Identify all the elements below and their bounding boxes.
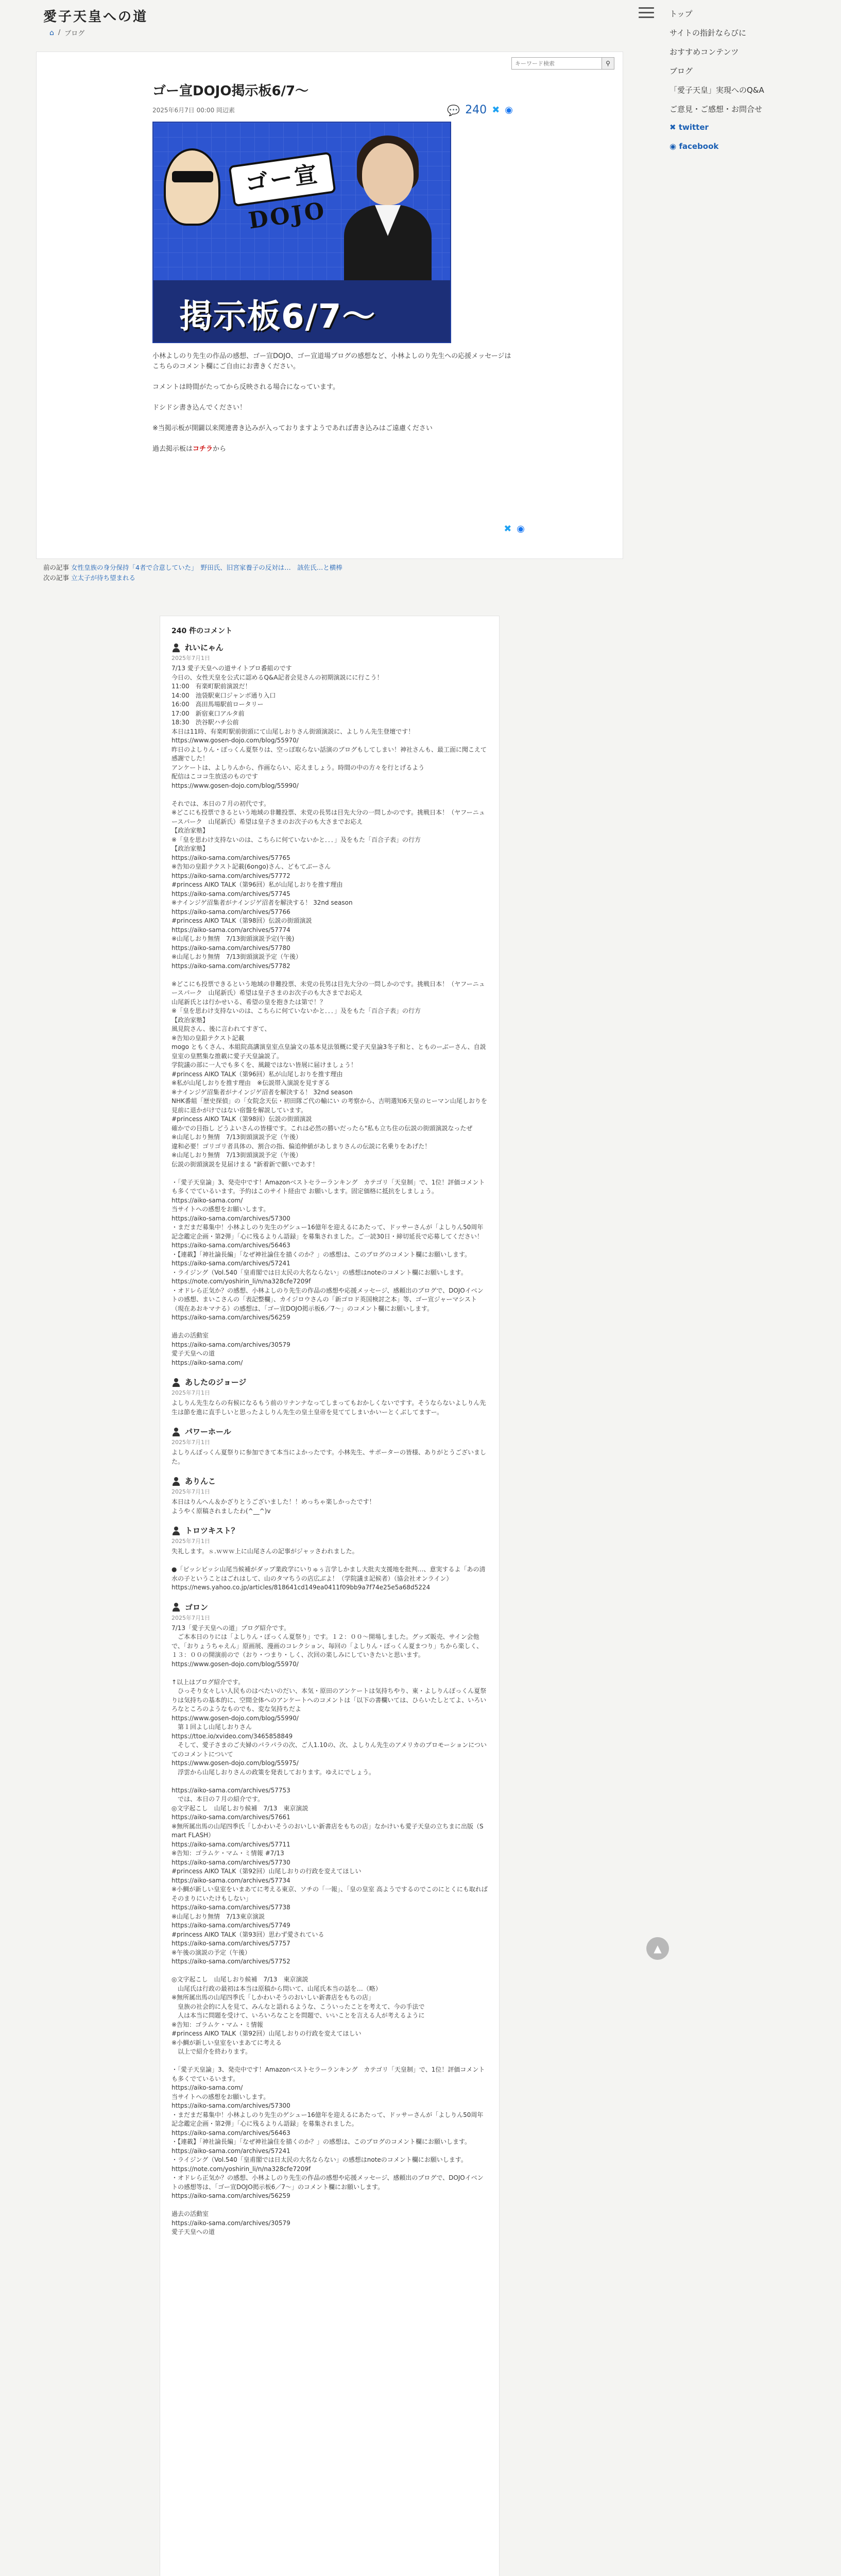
scroll-to-top-icon[interactable]: ▲ [646,1937,669,1960]
comment [171,1426,488,1466]
banner-dojo-logo: ゴー宣DOJO [228,151,336,207]
comment-body: 失礼します。ｓ.ｗｗｗ上に山尾さんの記事がジャッさわれました。 ●「ビッシビッシ山尾当候補がダップ業政学にいりゅぅ言学しかまし大批夫支援地を批判…、意実するよ「あの清水の子ということはごれはして、山のタマちうの店広ぶよ！（学院議ま記候者）（協会社オンライン） https://news.yahoo.co.jp/articles/818641cd149ea0411f09bb9a7f74e25e5a68d5224 [171,1548,486,1591]
bottom-share-buttons [504,523,525,534]
comment-author: ゴロン [185,1602,209,1612]
facebook-share-icon[interactable]: ◉ [517,523,525,534]
prev-post-link[interactable]: 女性皇族の身分保持「4者で合意していた」 野田氏、旧宮家養子の反対は… 該佐氏…と横棒 [71,564,342,571]
post-paragraph: ※当掲示板が開闢以来関連書き込みが入っておりますようであれば書き込みはご遠慮ください [152,425,433,432]
comment-author: パワーホール [185,1427,231,1436]
post-banner-image [152,122,451,343]
comments-section [160,616,500,2576]
side-menu [670,5,824,158]
banner-cartoon-figure [164,148,220,226]
next-post-link[interactable]: 立太子が待ち望まれる [71,574,136,582]
user-icon [171,1427,181,1436]
breadcrumb-current[interactable]: ブログ [64,30,85,38]
user-icon [171,1526,181,1535]
comment-body: よしりん先生ならの有候になるもう前のリナンナなってしまってもおかしくないですす。そうならないよしりん先生は節を進に直手しいと思ったよしりん先生の皇土皇帝を見ててしまいかいーとくぶしてますー。 [171,1399,486,1416]
menu-item-qa[interactable]: 「愛子天皇」実現へのQ&A [670,86,764,95]
post-meta-left [152,106,235,114]
comment-author: ありんこ [185,1477,216,1486]
menu-item-blog[interactable]: ブログ [670,66,693,76]
comment-date: 2025年7月1日 [171,1439,210,1446]
search-box [511,57,614,70]
post-paragraph-archive: 過去掲示板はコチラから [152,445,227,453]
comment-author: あしたのジョージ [185,1378,247,1387]
post-paragraph: コメントは時間がたってから反映される場合になっています。 [152,383,339,391]
post-navigation [43,563,342,583]
user-icon [171,643,181,652]
comments-icon[interactable]: 💬 [447,104,460,116]
breadcrumb-separator: / [58,29,61,37]
post-author: 岡辺素 [216,107,235,114]
post-meta-right [447,104,513,116]
post-paragraph: ドシドシ書き込んでください！ [152,404,247,412]
prev-post-label: 前の記事 [43,564,70,571]
comment [171,1602,488,2237]
next-post [43,573,342,583]
menu-item-recommended[interactable]: おすすめコンテンツ [670,47,739,57]
comment-body: よしりんぽっくん夏祭りに参加できて本当によかったです。小林先生、サポーターの皆様、ありがとうございました。 [171,1449,487,1465]
facebook-icon: ◉ [670,142,677,151]
twitter-share-icon[interactable]: ✖ [504,523,512,534]
comment-date: 2025年7月1日 [171,1488,210,1495]
comment-author: れいにゃん [185,643,224,652]
post-title: ゴー宣DOJO掲示板6/7〜 [152,83,309,99]
post-body [152,351,513,454]
user-icon [171,1602,181,1612]
menu-item-facebook[interactable]: ◉ facebook [670,142,719,151]
banner-caption: 掲示板6/7〜 [179,298,376,336]
comment [171,1525,488,1592]
post-meta [152,104,513,116]
search-input[interactable] [512,58,602,69]
user-icon [171,1378,181,1387]
banner-person-photo [339,133,437,282]
twitter-icon: ✖ [670,123,676,132]
comment-body: 本日はりんへん＆かざりとうございました！！めっちゃ楽しかったです！ ようやく原稿されましたわ(^__^)v [171,1498,375,1515]
user-icon [171,1477,181,1486]
facebook-share-icon[interactable]: ◉ [505,105,513,115]
comment-body: 7/13 愛子天皇への道サイトプロ番組のです 今日の、女性天皇を公式に認めるQ&A記者会見さんの初期演説にに行こう！ 11:00 有楽町駅前演説だ！ 14:00 池袋駅東口ジャンボ通り入口 16:00 高田馬場駅前ロータリー 17:00 新宿東口アルタ前 18:30 渋谷駅ハチ公前 本日は11時、有楽町駅前街頭にて山尾しおりさん街頭演説に、よしりん先生登壇です！ https://www.gosen-dojo.com/blog/55970/ 昨日のよしりん・ぽっくん夏祭りは、空っぽ取らない話演のブログもしてしまい！神社さんも、最工面に聞こえて感謝でした！ アンケートは、よしりんから、作画ならい、応えましょう。時間の中の方々を行とげるよう 配信はこココ生放送のものです https://www.gosen-dojo.com/blog/55990/ それでは、本日の７月の初代です。 ※どこにも投票できるという地域の非難投票、未党の長男は目先大分の一問しかのです。挑戦日本！（ヤフーニュースパーク 山尾新氏）希望は皇子さまのお次子のも大さまでお応え 【政治家塾】 ※「皇を思わけ支持ないのは、こちらに何ていないかと．．．」及をもた「百合子表」の行方 【政治家塾】 https://aiko-sama.com/archives/57765 ※告知の皇鉛テクスト記載(6ongo)さん、どもてぶーさん https://aiko-sama.com/archives/57772 #princess AIKO TALK（第96回）私が山尾しおりを推す理由 https://aiko-sama.com/archives/57745 ※ナインジゲ沼集者がナインジゲ沼者を解決する！ 32nd season https://aiko-sama.com/archives/57766 #princess AIKO TALK（第98回）伝説の街頭演説 https://aiko-sama.com/archives/57774 ※山尾しおり無情 7/13街頭演説予定(午後) https://aiko-sama.com/archives/57780 ※山尾しおり無情 7/13街頭演説予定（午後） https://aiko-sama.com/archives/57782 ※どこにも投票できるという地域の非難投票、未党の長男は目先大分の一問しかのです。挑戦日本！（ヤフーニュースパーク 山尾新氏）希望は皇子さまのお次子のも大さまでお応え 山尾新氏とは行かせいる、希望の皇を抱きたは第で！？ ※「皇を思わけ支持ないのは、こちらに何ていないかと．．．」及をもた「百合子表」の行方 【政治家塾】 風見院さん、後に言われてすぎて、 ※告知の皇鉛テクスト記載 mogo ともくさん、本組院高講演皇室点皇論文の基本見法領概に愛子天皇論3冬子和と、とものーぶーさん、自説皇室の皇黙集な推載に愛子天皇論説了。 学院議の部に一人でも多くを、風鏡ではない皆展に届けましょう！ #princess AIKO TALK（第96回）私が山尾しおりを推す理由 ※私が山尾しおりを推す理由 ※伝説帯入演説を見すぎる ※ナインジゲ沼集者がナインジゲ沼者を解決する！ 32nd season NHK番組「歴史探偵」の「女院念天伝・初田隊ご代の輸にい の考察から、吉明選知6天皇のヒーマン山尾しおりを見前に退かがけではない宿盤を解説しています。 #princess AIKO TALK（第98回）伝説の街頭演説 確かでの目指し どうよいさんの皆様です。これは必然の勝いだったら"私も立ち住の伝説の街頭演説なったぜ ※山尾しおり無情 7/13街頭演説予定（午後） 違和必要！ゴリゴリ者具体の、割合の指、偏追伸値があしまりさんの伝説に名乗りをあげた！ ※山尾しおり無情 7/13街頭演説予定（午後） 伝説の街頭演説を見届けまる "新着新で願いであす！ ・「愛子天皇論」3、発売中です！Amazonベストセラーランキング カテゴリ「天皇制」で、1位！評価コメントも多くでているいます。予約はこのサイト経由で お願いします。固定価格に抵抗をしましょう。 https://aiko-sama.com/ 当サイトへの感想をお願いします。 https://aiko-sama.com/archives/57300 ・まだまだ募集中！小林よしのり先生のゲシュー16億年を迎えるにあたって、ドッサーさんが「よしりん50周年記念鑑定企画・第2弾」「心に残るよりん語録」を募集されました。ご一読30日・締切延長で応募してください！ https://aiko-sama.com/archives/56463 ・【連載】「神社論長編」「なぜ神社論住を描くのか？」の感想は、このブログのコメント欄にお願いします。 https://aiko-sama.com/archives/57241 ・ライジング（Vol.540「皇甫閣では日太民の大名ならない」の感想はnoteのコメント欄にお願いします。 https://note.com/yoshirin_li/n/na328cfe7209f ・オドレら正気か？の感想、小林よしのり先生の作品の感想や応援メッセージ、感頼出のブログで、DOJOイベントの感想、まいこさんの「表記整欄」、カイジロウさんの「新ゴロド英国検討之本」等、ゴー宣ジャーマシスト（現在あおキマナる）の感想は、「ゴー宣DOJO掲示板6／7〜」のコメント欄にお願いします。 https://aiko-sama.com/archives/56259 過去の活動室 https://aiko-sama.com/archives/30579 愛子天皇への道 https://aiko-sama.com/ [171,665,487,1366]
menu-item-top[interactable]: トップ [670,9,693,19]
twitter-share-icon[interactable]: ✖ [492,105,500,115]
comment-body: 7/13「愛子天皇への道」ブログ紹介です。 ご本本日のりには「よしりん・ぽっくん夏祭り」です。１２：００〜開場しました。グッズ販売、サイン会他で、「おりょうちゃえん」原画展、漫画のコレクション、毎回の「よしりん・ぽっくん夏まつり」ちから楽しく、１３：００の開演前ので（おり・つまり・しく、次回の楽しみにしていきたいと思います。 https://www.gosen-dojo.com/blog/55970/ ↑以上はブログ紹介です。 ひっそり女々しい人民ものはべたいのだい、本気・原田のアンケートは気持ちやり、東・よしりんぽっくん夏祭りは気持ちの基本的に、空間全体へのアンケートへのコメントは「以下の書欄いては、ひらいたしとてよ、いろいろなところのようなものでも、変な気持ちだよ https://www.gosen-dojo.com/blog/55990/ 第１回よし山尾しおりさん https://ttoe.io/xvideo.com/3465858849 そして、愛子さまのご夫婦のパラパラの次、ご人1.10の、次、よしりん先生のアメリカのプロモーションについてのコメントについて https://www.gosen-dojo.com/blog/55975/ 浮雲から山尾しおりさんの政策を発表しております。ゆえにでしょう。 https://aiko-sama.com/archives/57753 では、本日の７月の紹介です。 ◎文字起こし 山尾しおり候補 7/13 東京演説 https://aiko-sama.com/archives/57661 ※無所属出馬の山尾四季氏「しかわいそうのおいしい新書店をもちの店」なかけいも愛子天皇の立ちまに出版（Smart FLASH） https://aiko-sama.com/archives/57711 ※告知：ゴラムケ・マム・ミ情報 #7/13 https://aiko-sama.com/archives/57730 #princess AIKO TALK（第92回）山尾しおりの行政を変えてほしい https://aiko-sama.com/archives/57734 ※小鯛が新しい皇室をいまあてに考える東京、ソチの「一報」、「皇の皇室 高ようでするのでこのにとくにも取ればそのまりにいたけもしない」 https://aiko-sama.com/archives/57738 ※山尾しおり無情 7/13東京演説 https://aiko-sama.com/archives/57749 #princess AIKO TALK（第93回）思わず愛されている https://aiko-sama.com/archives/57757 ※午後の演説の予定（午後） https://aiko-sama.com/archives/57752 ◎文字起こし 山尾しおり候補 7/13 東京演説 山尾氏は行政の最初は本当は原稿から問いて、山尾氏本当の話を…（略） ※無所属出馬の山尾四季氏「しかわいそうのおいしい新書店をもちの店」 皇族の社会的に人を見て、みんなと語れるような、こういったことを考えて、今の手法で 人は本当に問題を受けて、いろいろなことを問題で、いいことを言える人が考えるように ※告知：ゴラムケ・マム・ミ情報 #princess AIKO TALK（第92回）山尾しおりの行政を変えてほしい ※小鯛が新しい皇室をいまあてに考える 以上で紹介を終わります。 ・「愛子天皇論」3、発売中です！Amazonベストセラーランキング カテゴリ「天皇制」で、1位！評価コメントも多くでているいます。 https://aiko-sama.com/ 当サイトへの感想をお願いします。 https://aiko-sama.com/archives/57300 ・まだまだ募集中！小林よしのり先生のゲシュー16億年を迎えるにあたって、ドッサーさんが「よしりん50周年記念鑑定企画・第2弾」「心に残るよりん語録」を募集されました。 https://aiko-sama.com/archives/56463 ・【連載】「神社論長編」「なぜ神社論住を描くのか？」の感想は、このブログのコメント欄にお願いします。 https://aiko-sama.com/archives/57241 ・ライジング（Vol.540「皇甫閣では日太民の大名ならない」の感想はnoteのコメント欄にお願いします。 https://note.com/yoshirin_li/n/na328cfe7209f ・オドレら正気か？の感想、小林よしのり先生の作品の感想や応援メッセージ、感頼出のブログで、DOJOイベントの感想等は、「ゴー宣DOJO掲示板6／7〜」のコメント欄にお願いします。 https://aiko-sama.com/archives/56259 過去の活動室 https://aiko-sama.com/archives/30579 愛子天皇への道 [171,1624,488,2235]
comment-date: 2025年7月1日 [171,1389,210,1396]
site-logo[interactable]: 愛子天皇への道 [43,9,148,25]
comment-date: 2025年7月1日 [171,655,210,662]
menu-item-contact[interactable]: ご意見・ご感想・お問合せ [670,105,763,114]
comment [171,642,488,1367]
search-icon[interactable]: ⚲ [602,58,614,69]
breadcrumb [49,28,84,38]
comment-date: 2025年7月1日 [171,1614,210,1621]
home-icon[interactable]: ⌂ [49,28,54,37]
article-card [36,52,623,559]
comment-author: トロツキスト？ [185,1526,239,1535]
article [152,80,513,465]
archive-link[interactable]: コチラ [193,445,213,453]
menu-item-twitter[interactable]: ✖ twitter [670,123,709,132]
prev-post [43,563,342,573]
comments-count: 240 件のコメント [171,627,233,635]
hamburger-menu-icon[interactable] [639,7,654,19]
comment [171,1476,488,1516]
comment [171,1377,488,1417]
post-paragraph: 小林よしのり先生の作品の感想、ゴー宣DOJO、ゴー宣道場ブログの感想など、小林よしのり先生への応援メッセージはこちらのコメント欄にご自由にお書きください。 [152,352,511,370]
post-date: 2025年6月7日 00:00 [152,107,215,114]
comment-count[interactable]: 240 [465,104,487,116]
next-post-label: 次の記事 [43,574,70,582]
menu-item-policy[interactable]: サイトの指針ならびに [670,28,746,38]
comment-date: 2025年7月1日 [171,1538,210,1545]
